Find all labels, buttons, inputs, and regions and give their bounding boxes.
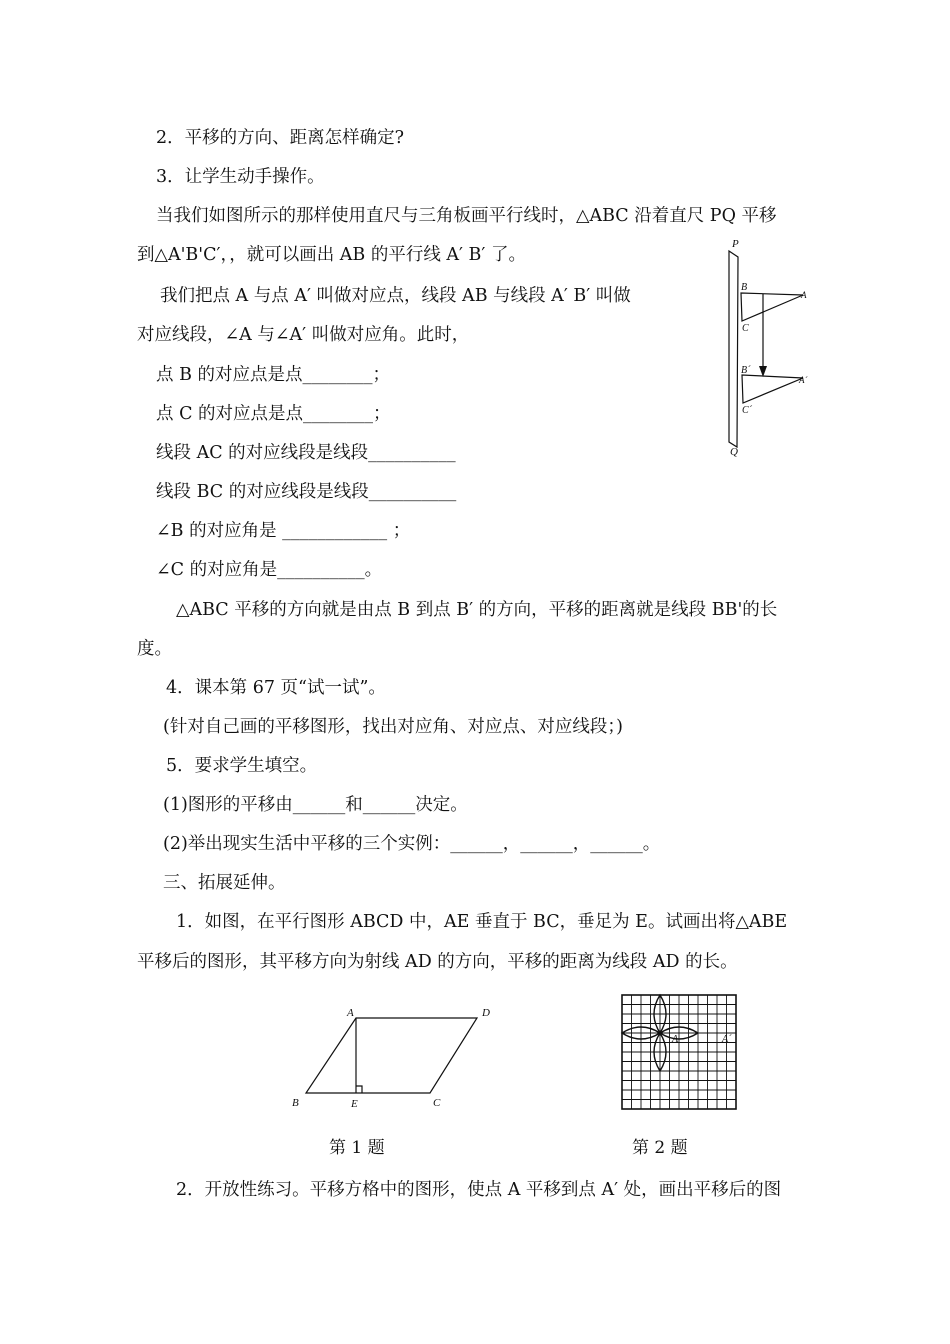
line-q3: 3．让学生动手操作。 xyxy=(156,167,325,187)
label-a: A xyxy=(801,290,807,300)
line-ext1-a: 1．如图，在平行图形 ABCD 中，AE 垂直于 BC，垂足为 E。试画出将△ABE xyxy=(176,912,788,932)
blank-segment-ac: 线段 AC 的对应线段是线段__________ xyxy=(156,443,456,463)
grid-lines xyxy=(622,995,736,1109)
label-q: Q xyxy=(730,446,738,457)
section-heading-extension: 三、拓展延伸。 xyxy=(163,873,286,893)
line-q5-2: (2)举出现实生活中平移的三个实例：______，______，______。 xyxy=(163,834,661,854)
blank-point-b: 点 B 的对应点是点________； xyxy=(156,365,390,385)
grid-figure xyxy=(620,993,738,1111)
label-c: C xyxy=(742,323,749,334)
line-q5: 5．要求学生填空。 xyxy=(166,756,318,776)
label-b: B xyxy=(292,1097,299,1109)
label-d: D xyxy=(482,1007,490,1019)
blank-segment-bc: 线段 BC 的对应线段是线段__________ xyxy=(156,482,457,502)
line-ext1-b: 平移后的图形，其平移方向为射线 AD 的方向，平移的距离为线段 AD 的长。 xyxy=(137,952,738,972)
label-p: P xyxy=(732,238,739,250)
line-para2-b: 对应线段，∠A 与∠A′ 叫做对应角。此时， xyxy=(137,325,470,345)
line-para2-a: 我们把点 A 与点 A′ 叫做对应点，线段 AB 与线段 A′ B′ 叫做 xyxy=(160,286,631,306)
triangle-abc-translated xyxy=(742,375,803,403)
label-e: E xyxy=(351,1098,358,1110)
line-para1-a: 当我们如图所示的那样使用直尺与三角板画平行线时，△ABC 沿着直尺 PQ 平移 xyxy=(156,206,777,226)
line-q5-1: (1)图形的平移由______和______决定。 xyxy=(163,795,468,815)
line-para3-a: △ABC 平移的方向就是由点 B 到点 B′ 的方向，平移的距离就是线段 BB'的长 xyxy=(176,600,778,620)
line-q4: 4．课本第 67 页“试一试”。 xyxy=(166,678,386,698)
line-q4-note: (针对自己画的平移图形，找出对应角、对应点、对应线段；) xyxy=(163,717,623,737)
line-ext2: 2．开放性练习。平移方格中的图形，使点 A 平移到点 A′ 处，画出平移后的图 xyxy=(176,1180,782,1200)
label-a: A xyxy=(672,1034,679,1045)
blank-angle-c: ∠C 的对应角是__________。 xyxy=(156,560,383,580)
ruler-triangle-figure xyxy=(715,235,815,457)
parallelogram-figure xyxy=(285,1000,500,1112)
label-a-prime: A´ xyxy=(722,1034,732,1045)
caption-figure-1: 第 1 题 xyxy=(329,1138,385,1158)
line-q2: 2．平移的方向、距离怎样确定? xyxy=(156,128,405,148)
line-para1-b: 到△A'B'C′，，就可以画出 AB 的平行线 A′ B′ 了。 xyxy=(137,245,526,265)
caption-figure-2: 第 2 题 xyxy=(632,1138,688,1158)
ruler-shape xyxy=(729,251,738,447)
triangle-abc xyxy=(741,293,803,321)
point-a-dot xyxy=(658,1031,662,1035)
label-b-prime: B´ xyxy=(741,365,751,376)
label-c-prime: C´ xyxy=(742,405,752,416)
blank-angle-b: ∠B 的对应角是 ____________ ； xyxy=(156,521,411,541)
label-b: B xyxy=(741,282,748,293)
parallelogram-abcd xyxy=(306,1018,477,1093)
label-a: A xyxy=(347,1007,354,1019)
right-angle-mark xyxy=(356,1086,362,1093)
blank-point-c: 点 C 的对应点是点________； xyxy=(156,404,391,424)
line-para3-b: 度。 xyxy=(137,639,172,659)
label-a-prime: A´ xyxy=(799,375,808,385)
label-c: C xyxy=(433,1097,441,1109)
